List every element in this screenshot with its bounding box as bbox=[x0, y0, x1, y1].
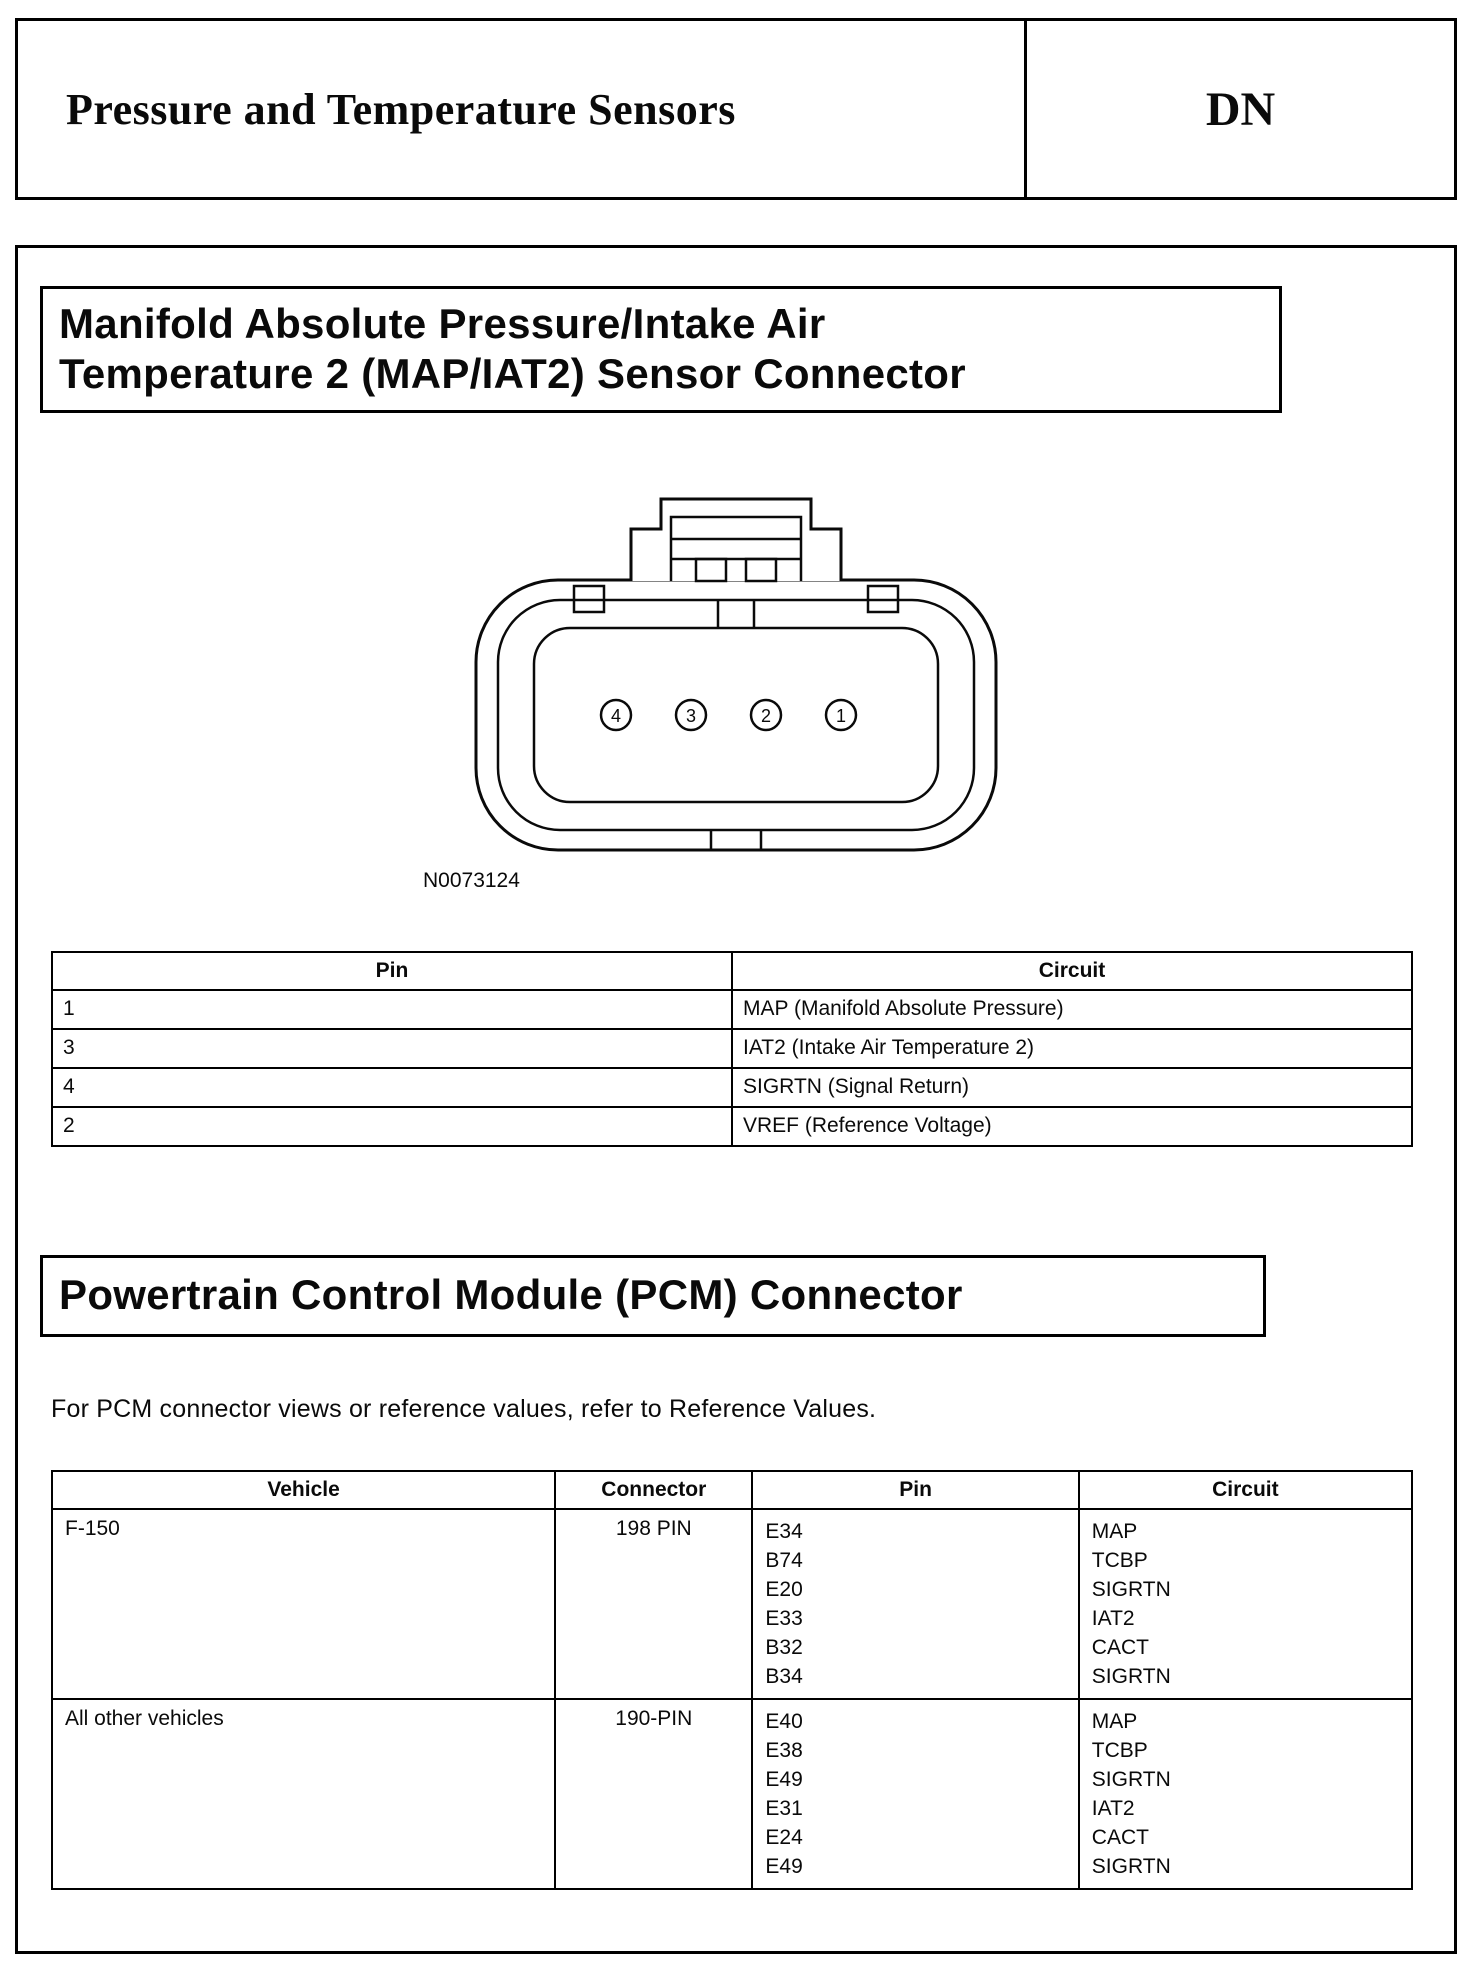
page-title: Pressure and Temperature Sensors bbox=[66, 84, 736, 134]
pin-cell: 4 bbox=[52, 1068, 732, 1107]
connector-cell: 190-PIN bbox=[555, 1699, 752, 1889]
circuit-line: CACT bbox=[1091, 1825, 1149, 1849]
pin-cell: 2 bbox=[52, 1107, 732, 1146]
circuit-cell: MAP (Manifold Absolute Pressure) bbox=[732, 990, 1412, 1029]
circuit-line: IAT2 bbox=[1091, 1796, 1135, 1820]
circuit-column-header: Circuit bbox=[1079, 1471, 1412, 1509]
connector-side-tabs bbox=[574, 586, 898, 850]
connector-latch bbox=[631, 499, 841, 628]
connector-body-outline bbox=[476, 580, 996, 850]
circuit-cell: IAT2 (Intake Air Temperature 2) bbox=[732, 1029, 1412, 1068]
circuit-cell bbox=[1079, 1699, 1412, 1889]
table-row bbox=[52, 1509, 1412, 1699]
pin-column-header: Pin bbox=[752, 1471, 1078, 1509]
pin-label-4: 4 bbox=[610, 706, 622, 727]
map-iat2-title-line2: Temperature 2 (MAP/IAT2) Sensor Connector bbox=[59, 349, 966, 397]
content-frame bbox=[15, 245, 1457, 1954]
pin-cell: 1 bbox=[52, 990, 732, 1029]
table-row bbox=[52, 1107, 1412, 1146]
pin-line: E49 bbox=[765, 1854, 803, 1878]
page-header bbox=[15, 18, 1457, 200]
reference-values-link[interactable]: Reference Values. bbox=[668, 1394, 877, 1423]
pcm-connector-table bbox=[51, 1470, 1413, 1890]
pin-cell: 3 bbox=[52, 1029, 732, 1068]
pin-circuit-table bbox=[51, 951, 1413, 1147]
connector-pins bbox=[601, 700, 856, 730]
table-row bbox=[52, 1029, 1412, 1068]
circuit-cell bbox=[1079, 1509, 1412, 1699]
pcm-title-text: Powertrain Control Module (PCM) Connector bbox=[59, 1271, 963, 1319]
circuit-line: CACT bbox=[1091, 1635, 1149, 1659]
vehicle-cell: All other vehicles bbox=[52, 1699, 555, 1889]
table-row bbox=[52, 1699, 1412, 1889]
circuit-column-header: Circuit bbox=[732, 952, 1412, 990]
pcm-section-title bbox=[40, 1255, 1266, 1337]
circuit-line: MAP bbox=[1091, 1709, 1138, 1733]
figure-number-label: N0073124 bbox=[423, 869, 520, 893]
circuit-line: SIGRTN bbox=[1091, 1577, 1171, 1601]
pin-line: E38 bbox=[765, 1738, 803, 1762]
pin-line: E49 bbox=[765, 1767, 803, 1791]
connector-diagram-figure bbox=[456, 465, 1016, 865]
pcm-intro-text bbox=[51, 1395, 1414, 1424]
connector-column-header: Connector bbox=[555, 1471, 752, 1509]
pin-line: E24 bbox=[765, 1825, 803, 1849]
circuit-line: SIGRTN bbox=[1091, 1664, 1171, 1688]
table-row bbox=[52, 990, 1412, 1029]
circuit-cell: SIGRTN (Signal Return) bbox=[732, 1068, 1412, 1107]
circuit-line: TCBP bbox=[1091, 1738, 1148, 1762]
table-row bbox=[52, 1068, 1412, 1107]
pin-label-2: 2 bbox=[760, 706, 772, 727]
map-iat2-section-title bbox=[40, 286, 1282, 413]
pin-line: E20 bbox=[765, 1577, 803, 1601]
vehicle-cell: F-150 bbox=[52, 1509, 555, 1699]
pcm-header-row bbox=[52, 1471, 1412, 1509]
pin-label-3: 3 bbox=[685, 706, 697, 727]
pin-line: E34 bbox=[765, 1519, 803, 1543]
circuit-line: SIGRTN bbox=[1091, 1854, 1171, 1878]
circuit-cell: VREF (Reference Voltage) bbox=[732, 1107, 1412, 1146]
pin-line: B34 bbox=[765, 1664, 803, 1688]
pin-line: E31 bbox=[765, 1796, 803, 1820]
circuit-line: SIGRTN bbox=[1091, 1767, 1171, 1791]
pin-circuit-header-row bbox=[52, 952, 1412, 990]
map-iat2-connector-diagram bbox=[456, 465, 1016, 865]
pin-cell bbox=[752, 1509, 1078, 1699]
circuit-line: TCBP bbox=[1091, 1548, 1148, 1572]
pcm-intro-prefix: For PCM connector views or reference values, refer to bbox=[51, 1394, 669, 1423]
circuit-line: MAP bbox=[1091, 1519, 1138, 1543]
pin-column-header: Pin bbox=[52, 952, 732, 990]
pin-line: E40 bbox=[765, 1709, 803, 1733]
connector-cell: 198 PIN bbox=[555, 1509, 752, 1699]
pin-line: B32 bbox=[765, 1635, 803, 1659]
pin-cell bbox=[752, 1699, 1078, 1889]
section-code: DN bbox=[1024, 21, 1454, 197]
pin-line: B74 bbox=[765, 1548, 803, 1572]
pin-label-1: 1 bbox=[835, 706, 847, 727]
map-iat2-title-line1: Manifold Absolute Pressure/Intake Air bbox=[59, 300, 826, 347]
circuit-line: IAT2 bbox=[1091, 1606, 1135, 1630]
vehicle-column-header: Vehicle bbox=[52, 1471, 555, 1509]
pin-line: E33 bbox=[765, 1606, 803, 1630]
